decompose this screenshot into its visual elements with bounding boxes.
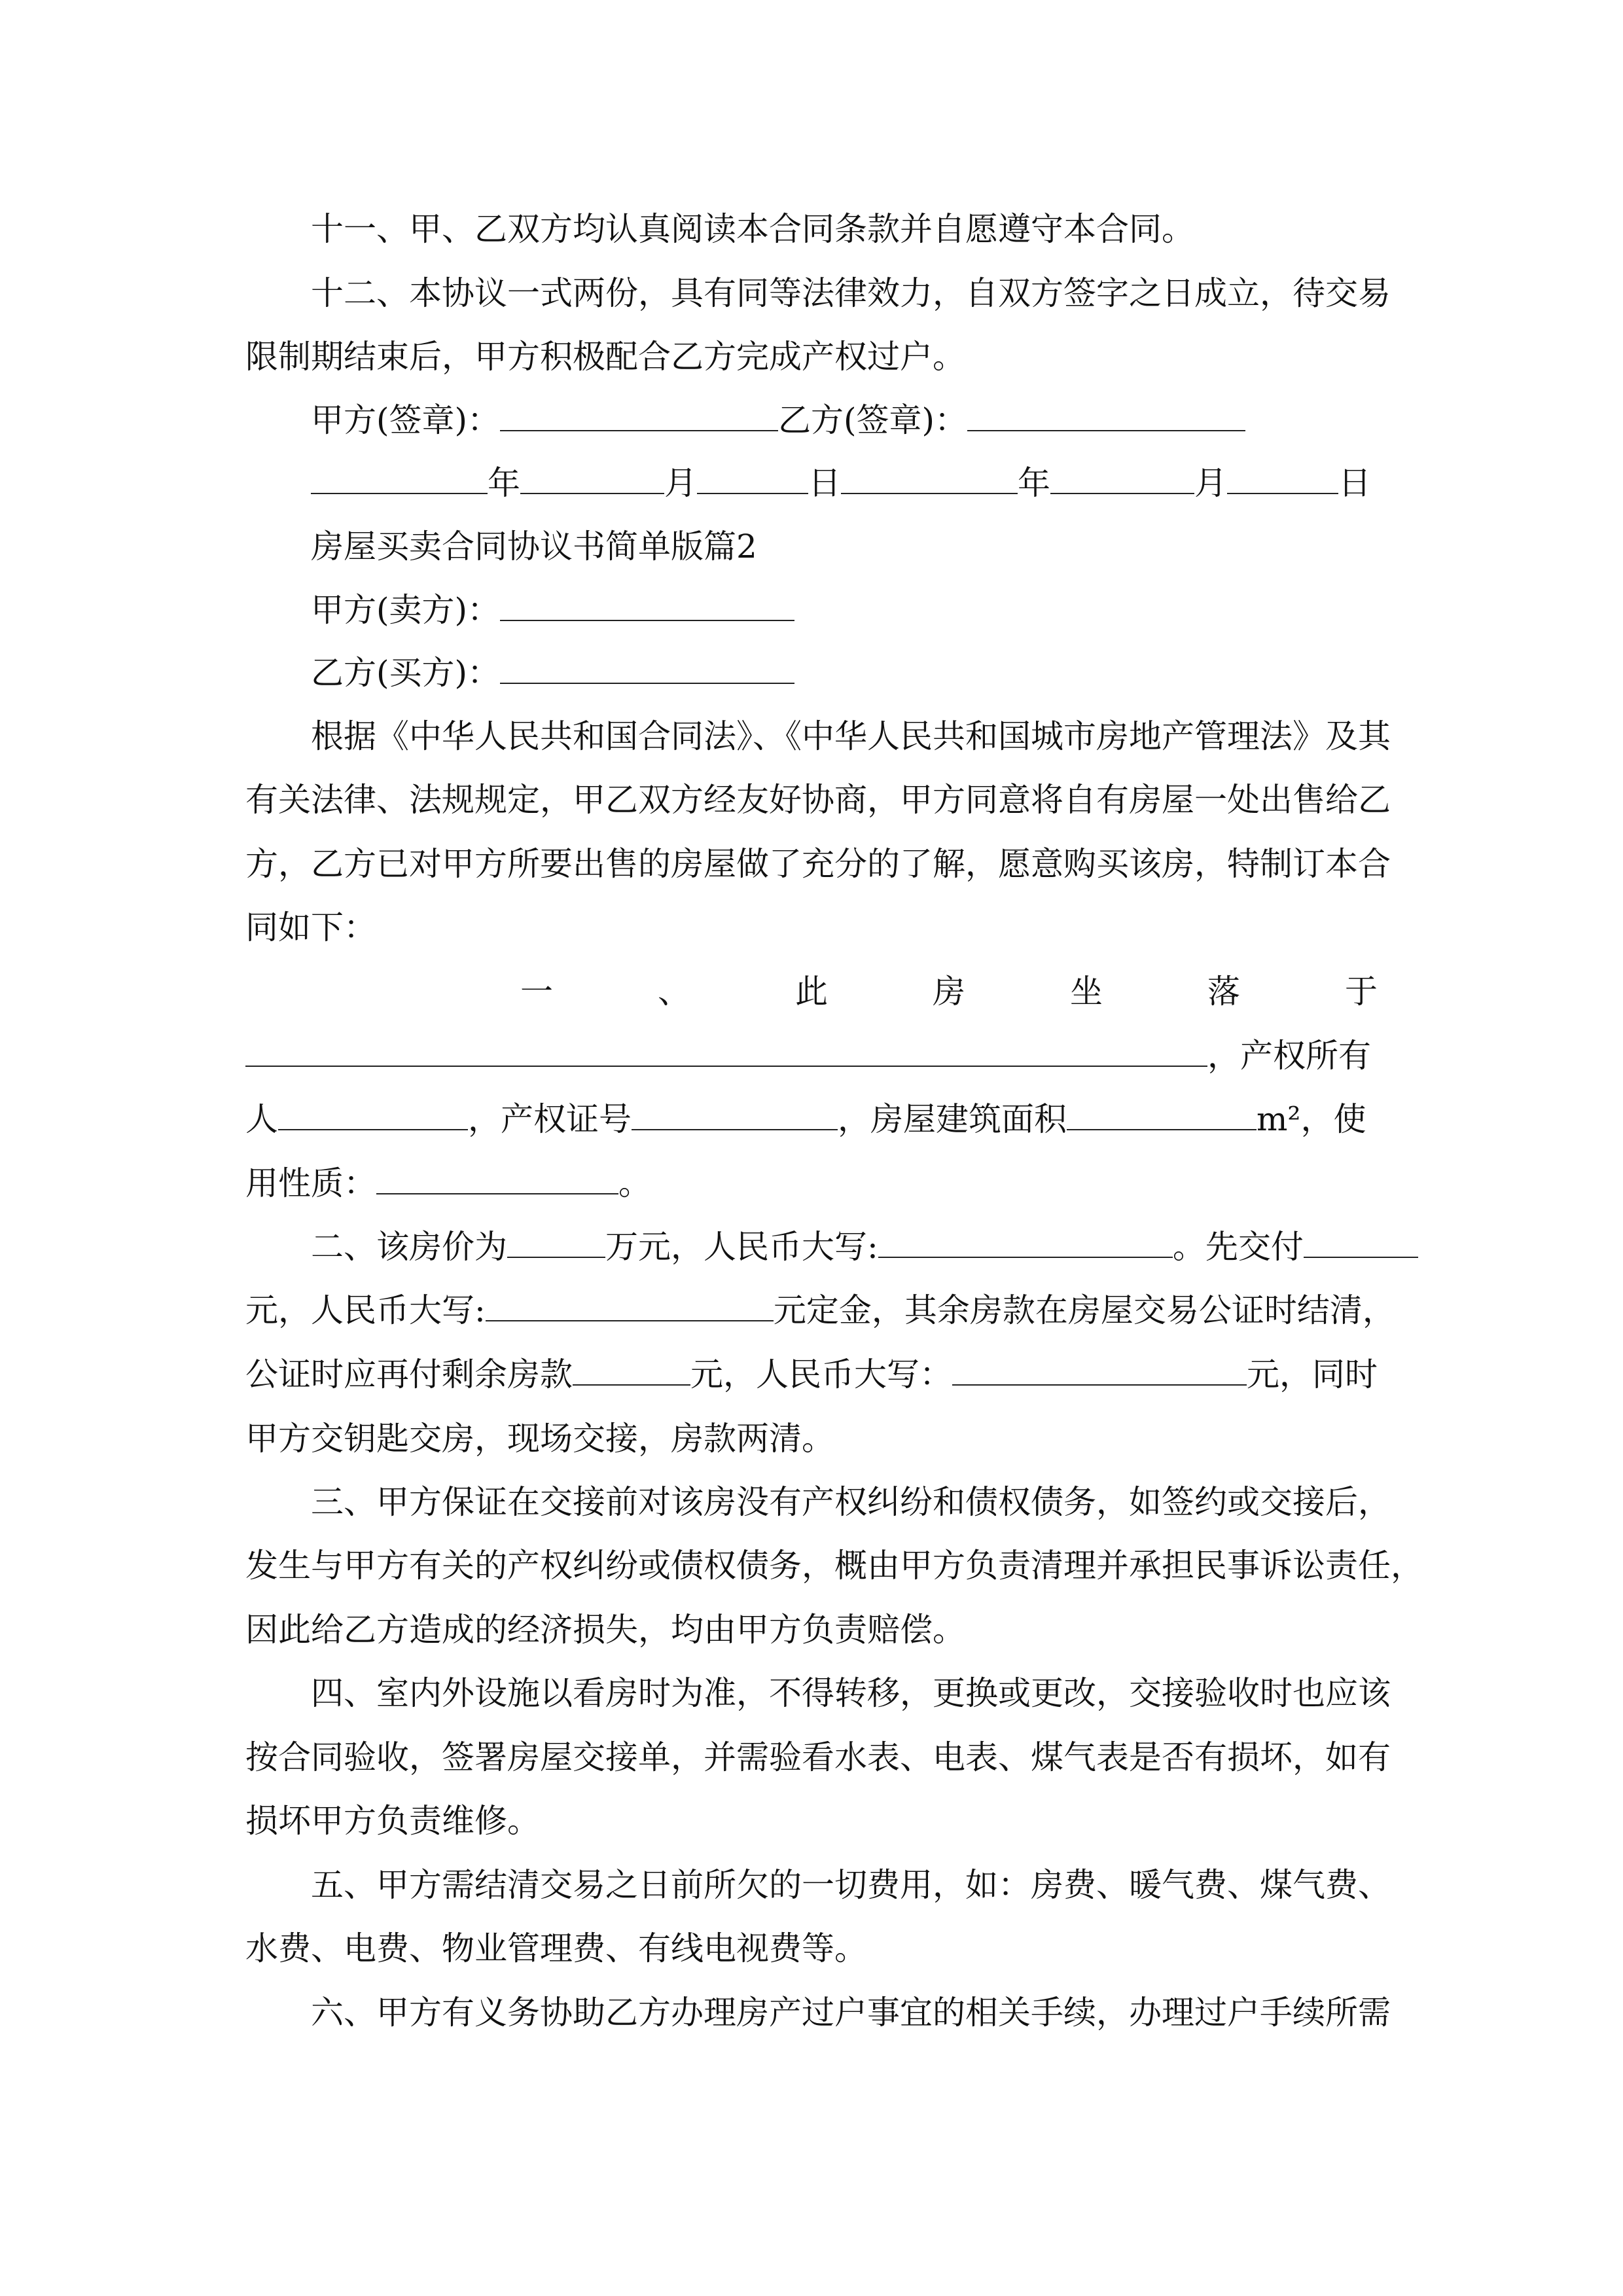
clause-11: 十一、甲、乙双方均认真阅读本合同条款并自愿遵守本合同。 [311,210,1194,248]
clause-1-details-line [245,1100,1378,1139]
day-blank-a [697,467,808,494]
date-line [311,463,1378,503]
deposit-text: 元定金，其余房款在房屋交易公证时结清， [773,1291,1395,1329]
remaining-end: 元，同时 [1247,1355,1378,1393]
year-blank-b [841,467,1018,494]
party-a-signature-blank [500,404,778,431]
clause-1-usage-line [245,1164,1378,1203]
month-label-b: 月 [1194,464,1227,502]
clause-3-line-3: 因此给乙方造成的经济损失，均由甲方负责赔偿。 [245,1611,965,1649]
cert-label: ，产权证号 [468,1100,632,1138]
clause-12-line-1: 十二、本协议一式两份，具有同等法律效力，自双方签字之日成立，待交易 [311,274,1391,312]
owner-label: ，产权所有 [1207,1037,1371,1075]
clause-2-line-3 [245,1355,1378,1394]
party-b-signature-label: 乙方(签章)： [778,401,968,439]
clause-3-line-2: 发生与甲方有关的产权纠纷或债权债务，概由甲方负责清理并承担民事诉讼责任， [245,1547,1423,1585]
party-b-signature-blank [967,404,1245,431]
buyer-label: 乙方(买方)： [311,654,501,692]
clause-2-line-1 [311,1227,1378,1266]
clause-6-line-1: 六、甲方有义务协助乙方办理房产过户事宜的相关手续，办理过户手续所需 [311,1994,1391,2032]
buyer-line [311,653,1378,692]
day-label-b: 日 [1338,464,1371,502]
clause-4-line-2: 按合同验收，签署房屋交接单，并需验看水表、电表、煤气表是否有损坏，如有 [245,1738,1391,1776]
clause-1-spread-line [520,972,1378,1011]
clause-5-line-2: 水费、电费、物业管理费、有线电视费等。 [245,1929,867,1967]
clause-3-line-1: 三、甲方保证在交接前对该房没有产权纠纷和债权债务，如签约或交接后， [311,1483,1391,1521]
area-label: ，房屋建筑面积 [838,1100,1067,1138]
price-blank [507,1230,605,1258]
deposit-uppercase-label: 元，人民币大写: [245,1291,486,1329]
day-blank-b [1227,467,1338,494]
remaining-uppercase-label: 元，人民币大写： [690,1355,952,1393]
price-uppercase-label: 万元，人民币大写: [605,1228,878,1266]
price-uppercase-blank [878,1230,1173,1258]
year-label-a: 年 [488,464,520,502]
clause-2-line-4: 甲方交钥匙交房，现场交接，房款两清。 [245,1420,834,1458]
day-label-a: 日 [808,464,841,502]
area-unit: m²，使 [1257,1100,1366,1138]
prepay-blank [1304,1230,1418,1258]
seller-label: 甲方(卖方)： [311,591,501,629]
deposit-uppercase-blank [486,1294,774,1321]
preamble-line-1: 根据《中华人民共和国合同法》、《中华人民共和国城市房地产管理法》及其 [311,717,1391,755]
seller-blank [500,594,794,621]
preamble-line-4: 同如下： [245,908,376,946]
usage-end: 。 [618,1164,651,1202]
area-blank [1067,1103,1257,1130]
address-blank [245,1039,1207,1067]
year-label-b: 年 [1018,464,1050,502]
month-label-a: 月 [664,464,697,502]
spread-char: 房 [933,973,965,1011]
year-blank-a [311,467,488,494]
party-a-signature-label: 甲方(签章)： [311,401,501,439]
clause-2-line-2 [245,1291,1395,1330]
remaining-blank [573,1358,690,1386]
clause-12-line-2: 限制期结束后，甲方积极配合乙方完成产权过户。 [245,338,965,376]
usage-label: 用性质： [245,1164,376,1202]
clause-5-line-1: 五、甲方需结清交易之日前所欠的一切费用，如：房费、暖气费、煤气费、 [311,1866,1391,1904]
usage-blank [376,1167,618,1194]
owner-blank [278,1103,468,1130]
price-label: 二、该房价为 [311,1228,507,1266]
spread-char: 、 [658,973,690,1011]
preamble-line-3: 方，乙方已对甲方所要出售的房屋做了充分的了解，愿意购买该房，特制订本合 [245,845,1391,883]
clause-1-address-line [245,1036,1378,1075]
section-title: 房屋买卖合同协议书简单版篇2 [311,528,757,565]
spread-char: 一 [520,973,553,1011]
spread-char: 落 [1207,973,1240,1011]
preamble-line-2: 有关法律、法规规定，甲乙双方经友好协商，甲方同意将自有房屋一处出售给乙 [245,781,1391,819]
signature-line [311,401,1378,440]
buyer-blank [500,656,794,684]
prepay-label: 。先交付 [1172,1228,1304,1266]
owner-person-label: 人 [245,1100,278,1138]
spread-char: 坐 [1070,973,1103,1011]
seller-line [311,590,1378,630]
cert-blank [632,1103,838,1130]
spread-char: 此 [795,973,828,1011]
remaining-label: 公证时应再付剩余房款 [245,1355,573,1393]
remaining-uppercase-blank [952,1358,1247,1386]
clause-4-line-3: 损坏甲方负责维修。 [245,1802,540,1840]
month-blank-a [520,467,664,494]
clause-4-line-1: 四、室内外设施以看房时为准，不得转移，更换或更改，交接验收时也应该 [311,1674,1391,1712]
spread-char: 于 [1345,973,1378,1011]
month-blank-b [1050,467,1194,494]
